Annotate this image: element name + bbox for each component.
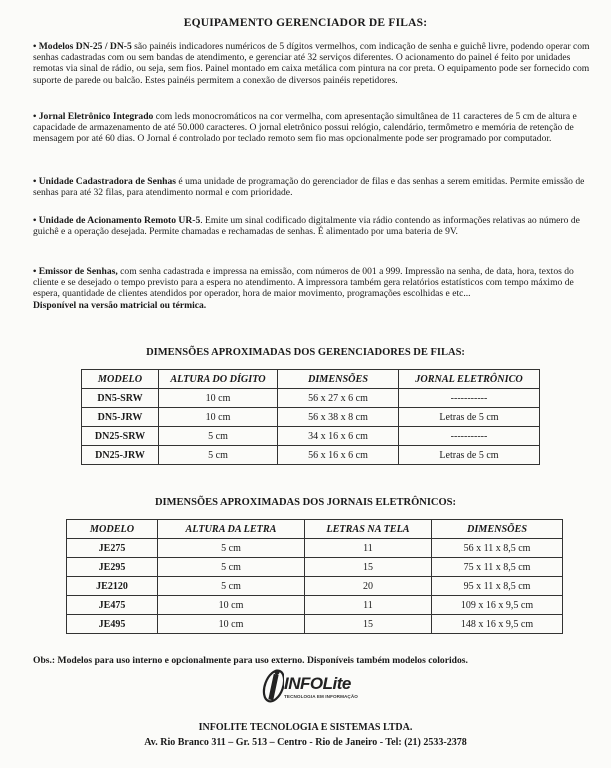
table-cell: 10 cm: [158, 615, 305, 634]
table-gerenciadores: [81, 369, 540, 465]
table-header-row: [82, 370, 540, 389]
table-cell: 10 cm: [158, 596, 305, 615]
table-cell: JE495: [67, 615, 158, 634]
table-cell: JE475: [67, 596, 158, 615]
company-address: Av. Rio Branco 311 – Gr. 513 – Centro - Rio de Janeiro - Tel: (21) 2533-2378: [144, 737, 467, 748]
table-cell: DN25-JRW: [82, 446, 159, 465]
table-cell: 56 x 11 x 8,5 cm: [432, 539, 563, 558]
paragraph-text: com leds monocromáticos na cor vermelha, com apresentação simultânea de 11 caracteres de 5 cm de altura e capacidade de armazenamento de até 50.000 caracteres. O jornal eletrônico possui relógio, calendário, termômetro e memória de retenção de mensagem por até 60 dias. O Jornal é controlado por teclado remoto sem fio mas opcionalmente pode ser programado por computador.: [33, 111, 577, 145]
paragraph-lead: • Unidade Cadastradora de Senhas: [33, 176, 177, 187]
table-row: [82, 446, 540, 465]
table-cell: 148 x 16 x 9,5 cm: [432, 615, 563, 634]
column-header: ALTURA DO DÍGITO: [159, 370, 278, 389]
table-cell: 5 cm: [159, 427, 278, 446]
availability-note: Disponível na versão matricial ou térmica.: [33, 299, 207, 311]
paragraph-text: são painéis indicadores numéricos de 5 dígitos vermelhos, com indicação de senha e guichê livre, podendo operar com senhas cadastradas com ou sem bandas de atendimento, e gerenciar até 32 serviços diferentes. O acionamento do painel é feito por unidades remotas via sinal de rádio, ou seja, sem fios. Painel montado em caixa metálica com pintura na cor preta. O equipamento pode ser fornecido com suporte de parede ou balcão. Estes painéis permitem a conexão de diversos painéis repetidores.: [33, 41, 590, 86]
paragraph-acionamento: [33, 215, 593, 237]
table-cell: 10 cm: [159, 389, 278, 408]
table-cell: 15: [305, 558, 432, 577]
table-cell: 11: [305, 596, 432, 615]
column-header: DIMENSÕES: [278, 370, 399, 389]
table-cell: DN5-SRW: [82, 389, 159, 408]
table-row: [67, 558, 563, 577]
table-cell: 5 cm: [158, 558, 305, 577]
table-cell: JE275: [67, 539, 158, 558]
paragraph-models: [33, 41, 593, 86]
logo-tagline: TECNOLOGIA EM INFORMAÇÃO: [284, 694, 358, 699]
column-header: DIMENSÕES: [432, 520, 563, 539]
table-cell: -----------: [399, 389, 540, 408]
paragraph-text: com senha cadastrada e impressa na emissão, com números de 001 a 999. Impressão na senha, de data, hora, textos do cliente e se desejado o tempo previsto para a espera no atendimento. A impressora também gera relatórios estatísticos com tempo máximo de espera, quantidade de clientes atendidos por operador, hora de maior movimento, programações escolhidas e etc...: [33, 266, 574, 300]
table-cell: 20: [305, 577, 432, 596]
table-cell: 75 x 11 x 8,5 cm: [432, 558, 563, 577]
observation-note: Obs.: Modelos para uso interno e opcionalmente para uso externo. Disponíveis também modelos coloridos.: [33, 655, 468, 666]
table-cell: -----------: [399, 427, 540, 446]
table-row: [67, 615, 563, 634]
table1-title: DIMENSÕES APROXIMADAS DOS GERENCIADORES DE FILAS:: [146, 347, 465, 358]
table-row: [67, 577, 563, 596]
table-cell: DN25-SRW: [82, 427, 159, 446]
document-title: EQUIPAMENTO GERENCIADOR DE FILAS:: [183, 17, 428, 29]
table-cell: 5 cm: [158, 577, 305, 596]
table-cell: 15: [305, 615, 432, 634]
table-row: [67, 596, 563, 615]
table-cell: 5 cm: [158, 539, 305, 558]
paragraph-lead: • Modelos DN-25 / DN-5: [33, 41, 132, 52]
paragraph-lead: • Unidade de Acionamento Remoto UR-5: [33, 215, 201, 226]
table-cell: 109 x 16 x 9,5 cm: [432, 596, 563, 615]
paragraph-text: . Emite um sinal codificado digitalmente via rádio contendo as informações relativas ao número de guichê e a operação desejada. Permite chamadas e rechamadas de senhas. É alimentado por uma bateria de 9V.: [33, 215, 580, 238]
column-header: JORNAL ELETRÔNICO: [399, 370, 540, 389]
table-jornais: [66, 519, 563, 634]
table-row: [82, 427, 540, 446]
table-cell: Letras de 5 cm: [399, 408, 540, 427]
column-header: LETRAS NA TELA: [305, 520, 432, 539]
paragraph-emissor: [33, 266, 593, 311]
table-cell: 11: [305, 539, 432, 558]
table-cell: 34 x 16 x 6 cm: [278, 427, 399, 446]
table-row: [67, 539, 563, 558]
column-header: MODELO: [82, 370, 159, 389]
table2-title: DIMENSÕES APROXIMADAS DOS JORNAIS ELETRÔNICOS:: [154, 497, 457, 508]
table-header-row: [67, 520, 563, 539]
table-cell: 10 cm: [159, 408, 278, 427]
table-cell: 5 cm: [159, 446, 278, 465]
paragraph-jornal: [33, 111, 593, 145]
company-logo: [262, 668, 372, 706]
table-row: [82, 389, 540, 408]
paragraph-cadastradora: [33, 176, 593, 198]
table-cell: DN5-JRW: [82, 408, 159, 427]
paragraph-lead: • Emissor de Senhas,: [33, 266, 118, 277]
table-cell: 56 x 16 x 6 cm: [278, 446, 399, 465]
column-header: ALTURA DA LETRA: [158, 520, 305, 539]
table-cell: Letras de 5 cm: [399, 446, 540, 465]
column-header: MODELO: [67, 520, 158, 539]
paragraph-text: é uma unidade de programação do gerenciador de filas e das senhas a serem emitidas. Permite emissão de senhas para até 32 filas, para atendimento normal e com prioridade.: [33, 176, 585, 199]
company-name: INFOLITE TECNOLOGIA E SISTEMAS LTDA.: [198, 722, 413, 733]
table-cell: JE295: [67, 558, 158, 577]
table-cell: JE2120: [67, 577, 158, 596]
table-row: [82, 408, 540, 427]
table-cell: 95 x 11 x 8,5 cm: [432, 577, 563, 596]
infolite-logo-icon: [262, 668, 284, 704]
table-cell: 56 x 27 x 6 cm: [278, 389, 399, 408]
paragraph-lead: • Jornal Eletrônico Integrado: [33, 111, 154, 122]
table-cell: 56 x 38 x 8 cm: [278, 408, 399, 427]
logo-wordmark: INFOLite: [284, 674, 351, 693]
